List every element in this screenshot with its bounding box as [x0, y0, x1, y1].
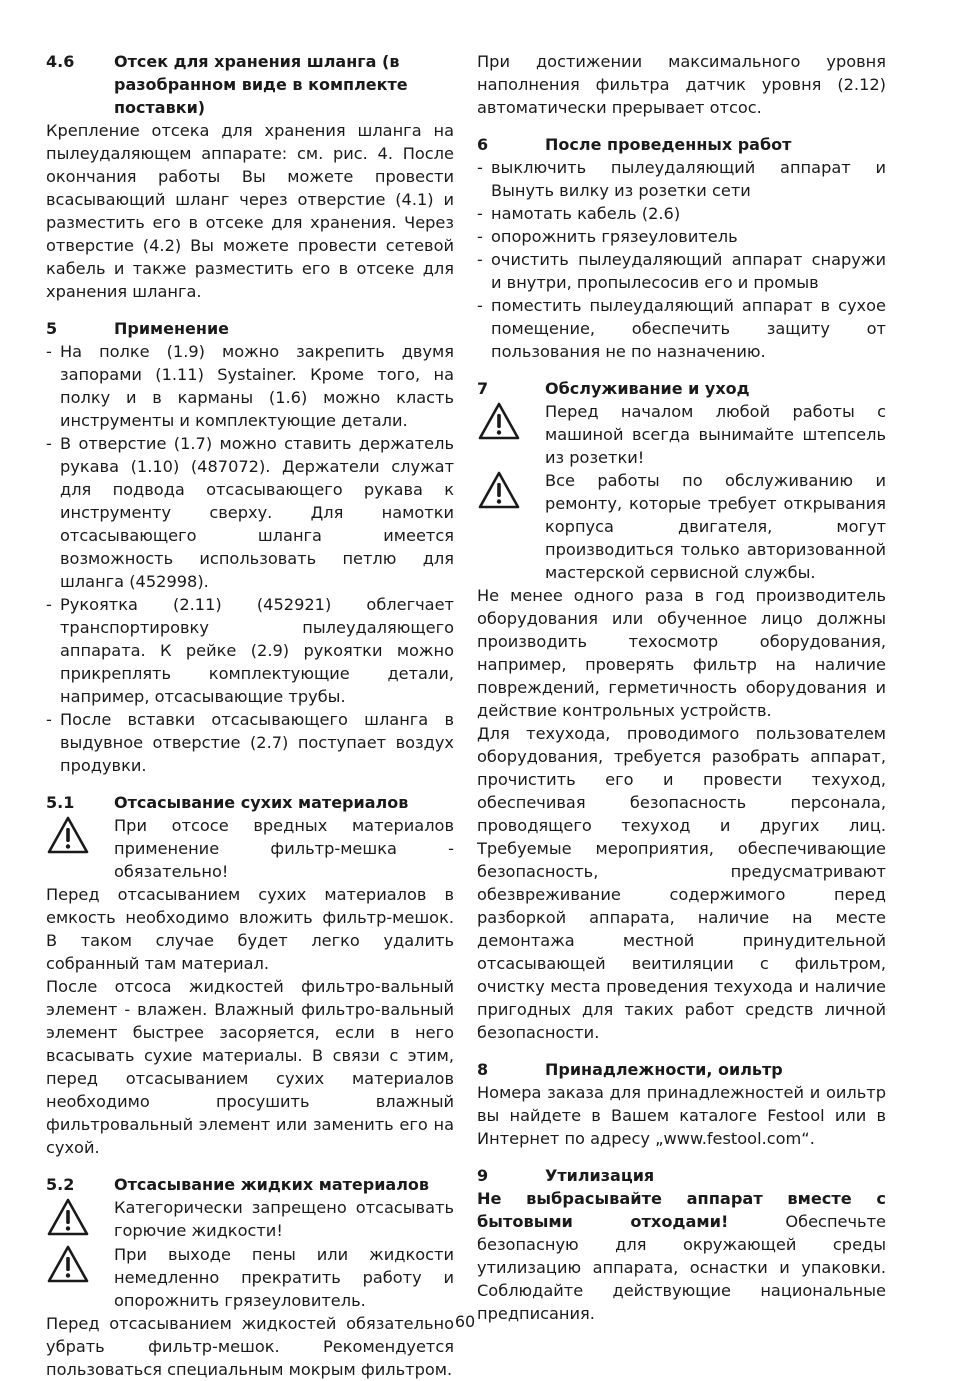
- section-number: 7: [477, 379, 489, 398]
- section-8-heading: [477, 1058, 886, 1081]
- section-title: Отсасывание жидких материалов: [114, 1175, 430, 1194]
- page-number: 60: [454, 1312, 476, 1331]
- list-item: - После вставки отсасывающего шланга в выдувное отверстие (2.7) поступает воздух продувки.: [46, 710, 454, 775]
- paragraph: Для техухода, проводимого пользователем оборудования, требуется разобрать аппарат, прочистить его и провести техуход, обеспечивая безопасность персонала, проводящего техуход и других лиц. Требуемые мероприятия, обеспечивающие безопасность, предусматривают обезвреживание содержимого перед разборкой аппарата, наличие на месте демонтажа местной принудительной отсасывающей веитиляции с фильтром, очистку места проведения техухода и наличие пригодных для таких работ средств личной безопасности.: [477, 724, 886, 1042]
- section-title: Отсасывание сухих материалов: [114, 793, 409, 812]
- section-title: Отсек для хранения шланга (в разобранном виде в комплекте поставки): [114, 52, 408, 117]
- warning-note: При выходе пены или жидкости немедленно прекратить работу и опорожнить грязеуловитель.: [46, 1243, 454, 1312]
- warning-triangle-icon: [46, 1196, 114, 1243]
- section-6-heading: [477, 133, 886, 156]
- paragraph: Перед отсасыванием жидкостей обязательно убрать фильтр-мешок. Рекомендуется пользоваться специальным мокрым фильтром.: [46, 1314, 454, 1379]
- list-item: - очистить пылеудаляющий аппарат снаружи и внутри, пропылесосив его и промыв: [477, 250, 886, 292]
- paragraph: Перед отсасыванием сухих материалов в емкость необходимо вложить фильтр-мешок. В таком случае будет легко удалить собранный там материал.: [46, 885, 454, 973]
- warning-triangle-icon: [477, 400, 545, 469]
- list-item: - На полке (1.9) можно закрепить двумя запорами (1.11) Systainer. Кроме того, на полку и в карманы (1.6) можно класть инструменты и комплектующие детали.: [46, 342, 454, 430]
- right-column: [477, 50, 886, 1325]
- disposal-warning-bold: Не выбрасывайте аппарат вместе с бытовыми отходами!: [477, 1189, 886, 1231]
- paragraph: При достижении максимального уровня наполнения фильтра датчик уровня (2.12) автоматически прерывает отсос.: [477, 52, 886, 117]
- list-item: - выключить пылеудаляющий аппарат и Вынуть вилку из розетки сети: [477, 158, 886, 200]
- section-title: Обслуживание и уход: [545, 379, 750, 398]
- warning-note: Перед началом любой работы с машиной всегда вынимайте штепсель из розетки!: [477, 400, 886, 469]
- section-9-heading: [477, 1164, 886, 1187]
- list-item: - В отверстие (1.7) можно ставить держатель рукава (1.10) (487072). Держатели служат для подвода отсасывающего рукава к инструменту сверху. Для намотки отсасывающего шланга имеется возможность использовать петлю для шланга (452998).: [46, 434, 454, 591]
- section-5-1-heading: [46, 791, 454, 814]
- list-item: - намотать кабель (2.6): [477, 204, 681, 223]
- section-number: 5: [46, 319, 58, 338]
- warning-triangle-icon: [46, 1243, 114, 1312]
- section-4-6-body: Крепление отсека для хранения шланга на пылеудаляющем аппарате: см. рис. 4. После окончания работы Вы можете провести всасывающий шланг через отверстие (4.1) и разместить его в отсеке для хранения. Через отверстие (4.2) Вы можете провести сетевой кабель и также разместить его в отсеке для хранения шланга.: [46, 121, 454, 301]
- section-7-heading: [477, 377, 886, 400]
- left-column: [46, 50, 454, 1381]
- section-5-heading: [46, 317, 454, 340]
- paragraph: После отсоса жидкостей фильтро-вальный элемент - влажен. Влажный фильтро-вальный элемент быстрее засоряется, если в него всасывать сухие материалы. В связи с этим, перед отсасыванием сухих материалов необходимо просушить влажный фильтровальный элемент или заменить его на сухой.: [46, 977, 454, 1157]
- section-number: 6: [477, 135, 489, 154]
- warning-note: Категорически запрещено отсасывать горючие жидкости!: [46, 1196, 454, 1243]
- section-number: 4.6: [46, 52, 75, 71]
- disposal-text: Обеспечьте безопасную для окружающей среды утилизацию аппарата, оснастки и упаковки. Соблюдайте действующие национальные предписания.: [477, 1212, 886, 1323]
- section-4-6-heading: [46, 50, 454, 119]
- warning-triangle-icon: [477, 469, 545, 584]
- section-5-2-heading: [46, 1173, 454, 1196]
- section-number: 5.1: [46, 793, 75, 812]
- section-number: 5.2: [46, 1175, 75, 1194]
- list-item: - поместить пылеудаляющий аппарат в сухое помещение, обеспечить защиту от пользования не по назначению.: [477, 296, 886, 361]
- paragraph: [477, 1187, 886, 1325]
- section-number: 8: [477, 1060, 489, 1079]
- section-title: Утилизация: [545, 1166, 655, 1185]
- section-title: Принадлежности, оильтр: [545, 1060, 783, 1079]
- paragraph: Номера заказа для принадлежностей и оильтр вы найдете в Вашем каталоге Festool или в Интернет по адресу „www.festool.com“.: [477, 1083, 886, 1148]
- warning-note: При отсосе вредных материалов применение фильтр-мешка - обязательно!: [46, 814, 454, 883]
- section-title: После проведенных работ: [545, 135, 792, 154]
- warning-note: Все работы по обслуживанию и ремонту, которые требует открывания корпуса двигателя, могут производиться только авторизованной мастерской сервисной службы.: [477, 469, 886, 584]
- list-item: - опорожнить грязеуловитель: [477, 227, 738, 246]
- paragraph: Не менее одного раза в год производитель оборудования или обученное лицо должны производить техосмотр оборудования, например, проверять фильтр на наличие повреждений, герметичность оборудования и действие контрольных устройств.: [477, 586, 886, 720]
- warning-triangle-icon: [46, 814, 114, 883]
- section-title: Применение: [114, 319, 230, 338]
- list-item: - Рукоятка (2.11) (452921) облегчает транспортировку пылеудаляющего аппарата. К рейке (2.9) рукоятки можно прикреплять комплектующие детали, например, отсасывающие трубы.: [46, 595, 454, 706]
- section-number: 9: [477, 1166, 489, 1185]
